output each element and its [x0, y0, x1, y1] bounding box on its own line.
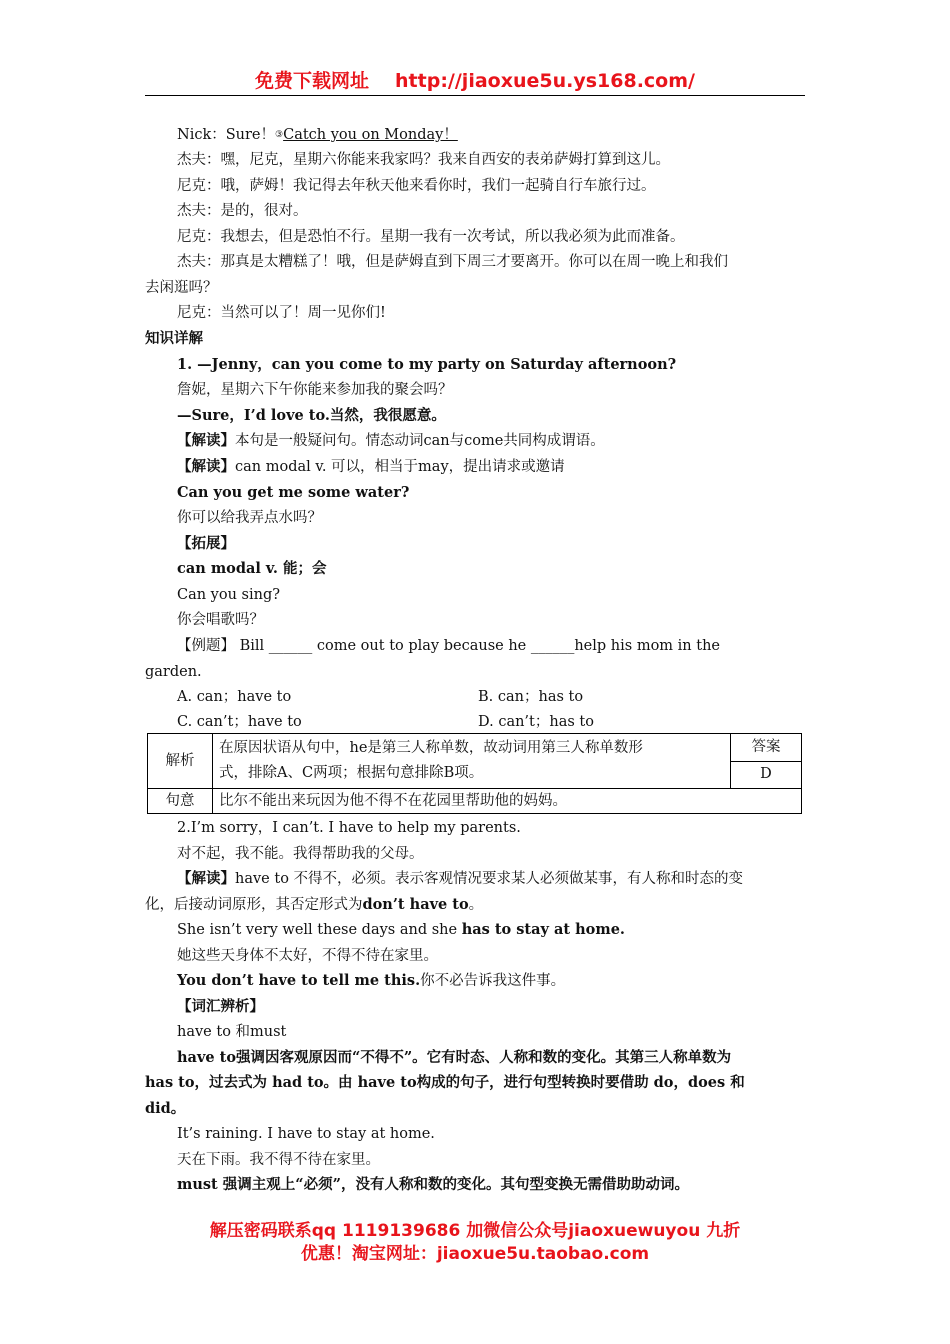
dialogue-line: 尼克：我想去，但是恐怕不行。星期一我有一次考试，所以我必须为此而准备。 — [177, 229, 685, 245]
vocab-explanation: have to强调因客观原因而“不得不”。它有时态、人称和数的变化。其第三人称单数为 — [177, 1049, 732, 1066]
example-translation: 她这些天身体不太好，不得不待在家里。 — [177, 948, 438, 964]
section-title: 知识详解 — [145, 330, 203, 347]
header-url-link[interactable]: http://jiaoxue5u.ys168.com/ — [395, 70, 695, 92]
quiz-question: 【例题】 Bill ______ come out to play because he ______help his mom in the — [177, 638, 720, 654]
answer-table — [147, 733, 802, 814]
point2-note-cont: 化，后接动词原形，其否定形式为don’t have to。 — [145, 896, 484, 913]
example-sentence: It’s raining. I have to stay at home. — [177, 1126, 435, 1142]
dialogue-line: 杰夫：那真是太糟糕了！哦，但是萨姆直到下周三才要离开。你可以在周一晚上和我们 — [177, 254, 728, 270]
answer-label: 答案 — [731, 734, 802, 762]
dialogue-line: 去闲逛吗？ — [145, 280, 218, 296]
footer-line-2[interactable]: 优惠！淘宝网址：jiaoxue5u.taobao.com — [300, 1244, 650, 1264]
example-sentence: She isn’t very well these days and she has to stay at home. — [177, 921, 625, 938]
extension-tag: 【拓展】 — [177, 535, 235, 552]
quiz-question-cont: garden. — [145, 664, 202, 680]
header-label: 免费下载网址 — [255, 70, 370, 92]
footer-ad — [140, 1220, 810, 1266]
example-sentence: Can you get me some water? — [177, 484, 410, 501]
example-translation: 你可以给我弄点水吗？ — [177, 510, 322, 526]
example-sentence: Can you sing? — [177, 587, 281, 603]
meaning-label: 句意 — [148, 789, 213, 814]
vocab-explanation-cont: has to，过去式为 had to。由 have to构成的句子，进行句型转换时要借助 do，does 和 — [145, 1074, 745, 1091]
note-marker: ③ — [275, 130, 284, 140]
underlined-phrase: Catch you on Monday！ — [283, 127, 458, 143]
dialogue-line: 杰夫：嘿，尼克，星期六你能来我家吗？我来自西安的表弟萨姆打算到这儿。 — [177, 152, 670, 168]
point1-translation: 詹妮，星期六下午你能来参加我的聚会吗？ — [177, 382, 453, 398]
quiz-option-b: B. can；has to — [478, 689, 584, 705]
dialogue-nick-line: Nick：Sure！③Catch you on Monday！ — [177, 127, 458, 143]
analysis-text: 在原因状语从句中，he是第三人称单数，故动词用第三人称单数形 式，排除A、C两项；根据句意排除B项。 — [213, 734, 731, 789]
dialogue-line: 尼克：当然可以了！周一见你们! — [177, 305, 386, 321]
point2-note: 【解读】have to 不得不，必须。表示客观情况要求某人必须做某事，有人称和时态的变 — [177, 870, 744, 887]
example-translation: 天在下雨。我不得不待在家里。 — [177, 1152, 380, 1168]
point1-answer: —Sure，I’d love to.当然，我很愿意。 — [177, 407, 446, 424]
quiz-option-c: C. can’t；have to — [177, 714, 302, 730]
vocab-title: have to 和must — [177, 1024, 287, 1040]
point1-note: 【解读】can modal v. 可以，相当于may，提出请求或邀请 — [177, 458, 565, 475]
must-explanation: must 强调主观上“必须”，没有人称和数的变化。其句型变换无需借助助动词。 — [177, 1176, 689, 1193]
meaning-text: 比尔不能出来玩因为他不得不在花园里帮助他的妈妈。 — [213, 789, 802, 814]
example-translation: 你会唱歌吗？ — [177, 612, 264, 628]
point2-translation: 对不起，我不能。我得帮助我的父母。 — [177, 846, 424, 862]
quiz-option-a: A. can；have to — [177, 689, 292, 705]
analysis-label: 解析 — [148, 734, 213, 789]
point2-sentence: 2.I’m sorry，I can’t. I have to help my parents. — [177, 820, 521, 836]
answer-value: D — [731, 761, 802, 789]
vocab-tag: 【词汇辨析】 — [177, 998, 264, 1015]
point1-note: 【解读】本句是一般疑问句。情态动词can与come共同构成谓语。 — [177, 432, 605, 449]
example-sentence: You don’t have to tell me this.你不必告诉我这件事。 — [177, 972, 566, 989]
dialogue-line: 杰夫：是的，很对。 — [177, 203, 308, 219]
vocab-explanation-cont: did。 — [145, 1100, 186, 1117]
header-banner — [145, 66, 805, 93]
header-divider — [145, 95, 805, 96]
dialogue-line: 尼克：哦，萨姆！我记得去年秋天他来看你时，我们一起骑自行车旅行过。 — [177, 178, 656, 194]
point1-sentence: 1. —Jenny，can you come to my party on Saturday afternoon? — [177, 356, 677, 373]
extension-text: can modal v. 能；会 — [177, 560, 327, 577]
quiz-option-d: D. can’t；has to — [478, 714, 594, 730]
footer-line-1: 解压密码联系qq 1119139686 加微信公众号jiaoxuewuyou 九折 — [209, 1221, 741, 1241]
